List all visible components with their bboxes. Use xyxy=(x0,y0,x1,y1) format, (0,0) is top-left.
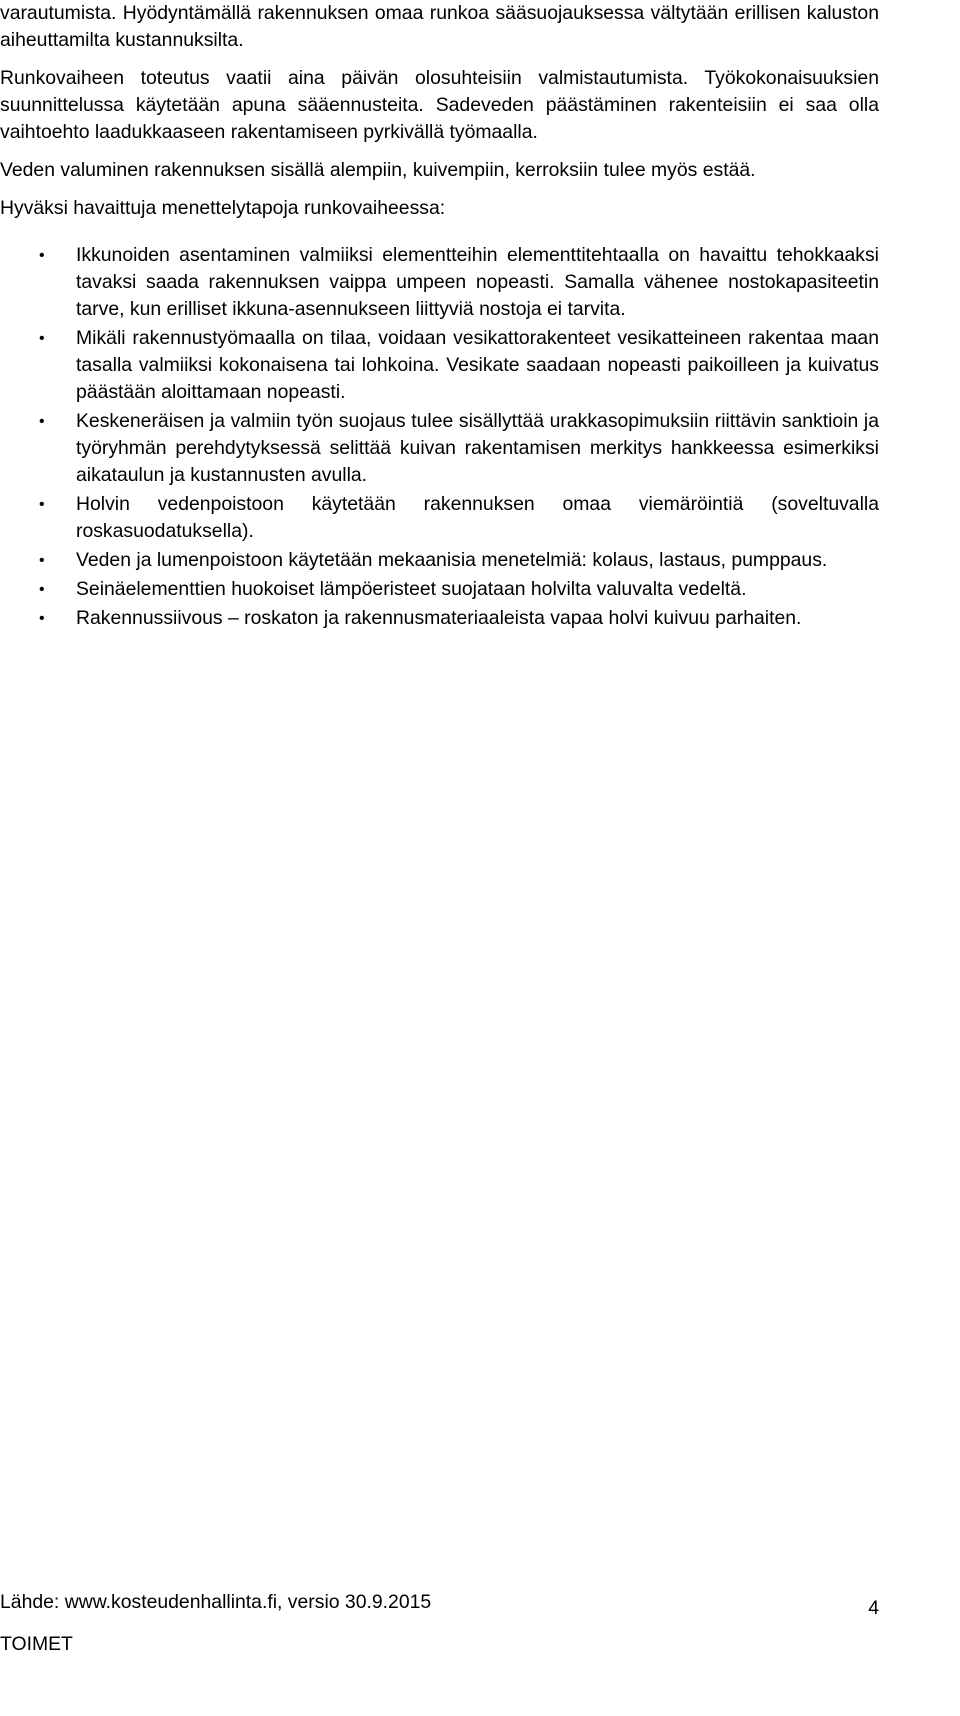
list-item-text: Rakennussiivous – roskaton ja rakennusmateriaaleista vapaa holvi kuivuu parhaiten. xyxy=(76,607,802,629)
bullet-icon: • xyxy=(39,581,45,598)
footer-row xyxy=(0,1590,879,1618)
intro-paragraph-3: Veden valuminen rakennuksen sisällä alempiin, kuivempiin, kerroksiin tulee myös estää. xyxy=(0,159,756,181)
bullet-icon: • xyxy=(39,552,45,569)
source-citation: Lähde: www.kosteudenhallinta.fi, versio 30.9.2015 xyxy=(0,1591,432,1613)
list-item xyxy=(0,491,879,545)
paragraph-spacer xyxy=(0,146,879,157)
list-item-text: Seinäelementtien huokoiset lämpöeristeet suojataan holvilta valuvalta vedeltä. xyxy=(76,578,747,600)
list-item xyxy=(0,408,879,489)
bullet-icon: • xyxy=(39,413,45,430)
paragraph-spacer xyxy=(0,184,879,195)
list-item xyxy=(0,605,879,632)
document-body xyxy=(0,0,879,634)
bullet-icon: • xyxy=(39,330,45,347)
list-item-text: Veden ja lumenpoistoon käytetään mekaanisia menetelmiä: kolaus, lastaus, pumppaus. xyxy=(76,549,828,571)
page-footer xyxy=(0,1590,879,1656)
list-item-text: Mikäli rakennustyömaalla on tilaa, voidaan vesikattorakenteet vesikatteineen rakentaa maan tasalla valmiiksi kokonaisena tai lohkoina. Vesikate saadaan nopeasti paikoilleen ja kuivatus päästään aloittamaan nopeasti. xyxy=(76,327,879,403)
page-number: 4 xyxy=(868,1597,879,1619)
intro-paragraph-1: varautumista. Hyödyntämällä rakennuksen omaa runkoa sääsuojauksessa vältytään erillisen kaluston aiheuttamilta kustannuksilta. xyxy=(0,2,879,51)
list-item-text: Holvin vedenpoistoon käytetään rakennuksen omaa viemäröintiä (soveltuvalla roskasuodatuksella). xyxy=(76,493,879,542)
footer-organization: TOIMET xyxy=(0,1633,73,1655)
list-item xyxy=(0,576,879,603)
practices-list xyxy=(0,242,879,632)
list-item xyxy=(0,547,879,574)
list-item xyxy=(0,325,879,406)
list-item xyxy=(0,242,879,323)
bullet-icon: • xyxy=(39,496,45,513)
paragraph-spacer xyxy=(0,54,879,65)
intro-paragraph-2: Runkovaiheen toteutus vaatii aina päivän olosuhteisiin valmistautumista. Työkokonaisuuksien suunnittelussa käytetään apuna sääennusteita. Sadeveden päästäminen rakenteisiin ei saa olla vaihtoehto laadukkaaseen rakentamiseen pyrkivällä työmaalla. xyxy=(0,67,879,143)
list-heading: Hyväksi havaittuja menettelytapoja runkovaiheessa: xyxy=(0,197,446,219)
bullet-icon: • xyxy=(39,247,45,264)
bullet-icon: • xyxy=(39,610,45,627)
list-item-text: Ikkunoiden asentaminen valmiiksi elementteihin elementtitehtaalla on havaittu tehokkaaksi tavaksi saada rakennuksen vaippa umpeen nopeasti. Samalla vähenee nostokapasiteetin tarve, kun erilliset ikkuna-asennukseen liittyviä nostoja ei tarvita. xyxy=(76,244,879,320)
list-item-text: Keskeneräisen ja valmiin työn suojaus tulee sisällyttää urakkasopimuksiin riittävin sanktioin ja työryhmän perehdytyksessä selittää kuivan rakentamisen merkitys hankkeessa esimerkiksi aikataulun ja kustannusten avulla. xyxy=(76,410,879,486)
